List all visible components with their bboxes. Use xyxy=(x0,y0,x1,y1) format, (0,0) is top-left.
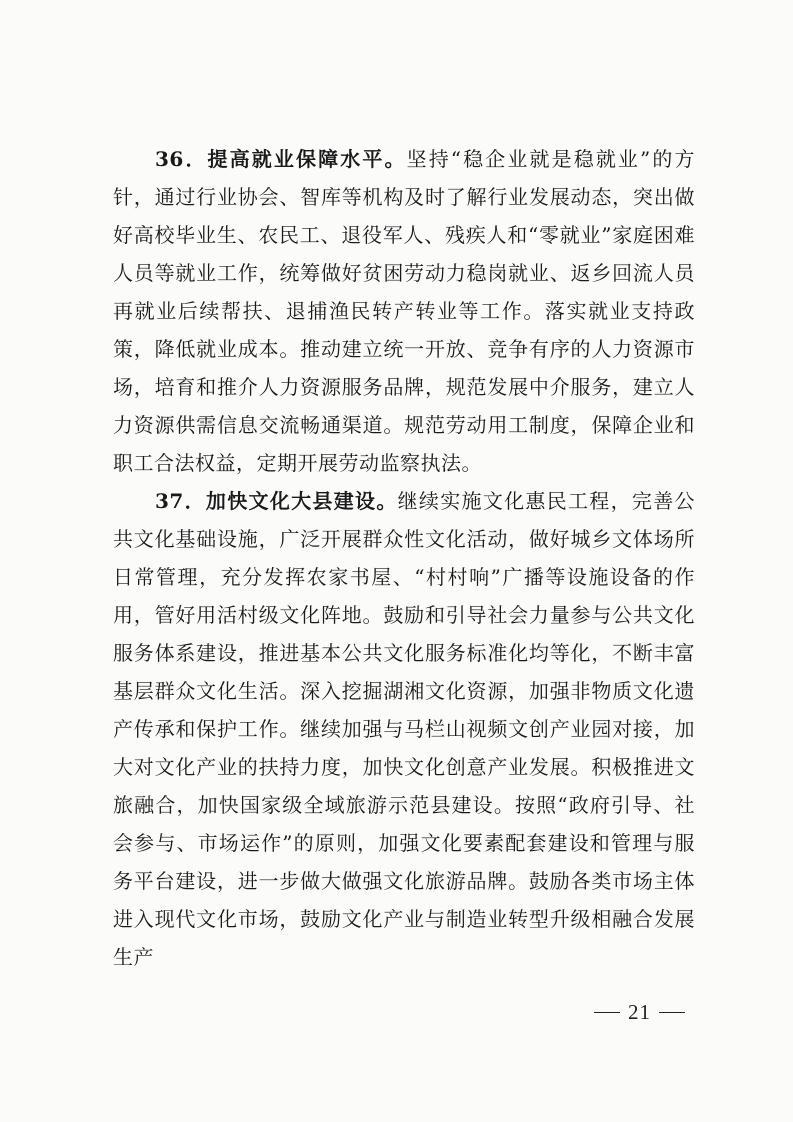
paragraph-37-body: 继续实施文化惠民工程，完善公共文化基础设施，广泛开展群众性文化活动，做好城乡文体场所日常管理，充分发挥农家书屋、“村村响”广播等设施设备的作用，管好用活村级文化阵地。鼓励和引导社会力量参与公共文化服务体系建设，推进基本公共文化服务标准化均等化，不断丰富基层群众文化生活。深入挖掘湖湘文化资源，加强非物质文化遗产传承和保护工作。继续加强与马栏山视频文创产业园对接，加大对文化产业的扶持力度，加快文化创意产业发展。积极推进文旅融合，加快国家级全域旅游示范县建设。按照“政府引导、社会参与、市场运作”的原则，加强文化要素配套建设和管理与服务平台建设，进一步做大做强文化旅游品牌。鼓励各类市场主体进入现代文化市场，鼓励文化产业与制造业转型升级相融合发展生产 xyxy=(113,489,696,969)
paragraph-36-body: 坚持“稳企业就是稳就业”的方针，通过行业协会、智库等机构及时了解行业发展动态，突出做好高校毕业生、农民工、退役军人、残疾人和“零就业”家庭困难人员等就业工作，统筹做好贫困劳动力稳岗就业、返乡回流人员再就业后续帮扶、退捕渔民转产转业等工作。落实就业支持政策，降低就业成本。推动建立统一开放、竞争有序的人力资源市场，培育和推介人力资源服务品牌，规范发展中介服务，建立人力资源供需信息交流畅通渠道。规范劳动用工制度，保障企业和职工合法权益，定期开展劳动监察执法。 xyxy=(113,147,695,475)
page-footer xyxy=(594,1000,685,1025)
footer-dash-left xyxy=(594,1012,620,1014)
paragraph-36-heading: 36．提高就业保障水平。 xyxy=(155,147,407,171)
page-number: 21 xyxy=(628,1000,651,1024)
document-body xyxy=(113,140,695,976)
paragraph-36 xyxy=(113,140,695,482)
paragraph-37-heading: 37．加快文化大县建设。 xyxy=(155,489,398,513)
footer-dash-right xyxy=(659,1012,685,1014)
paragraph-37 xyxy=(113,482,695,976)
